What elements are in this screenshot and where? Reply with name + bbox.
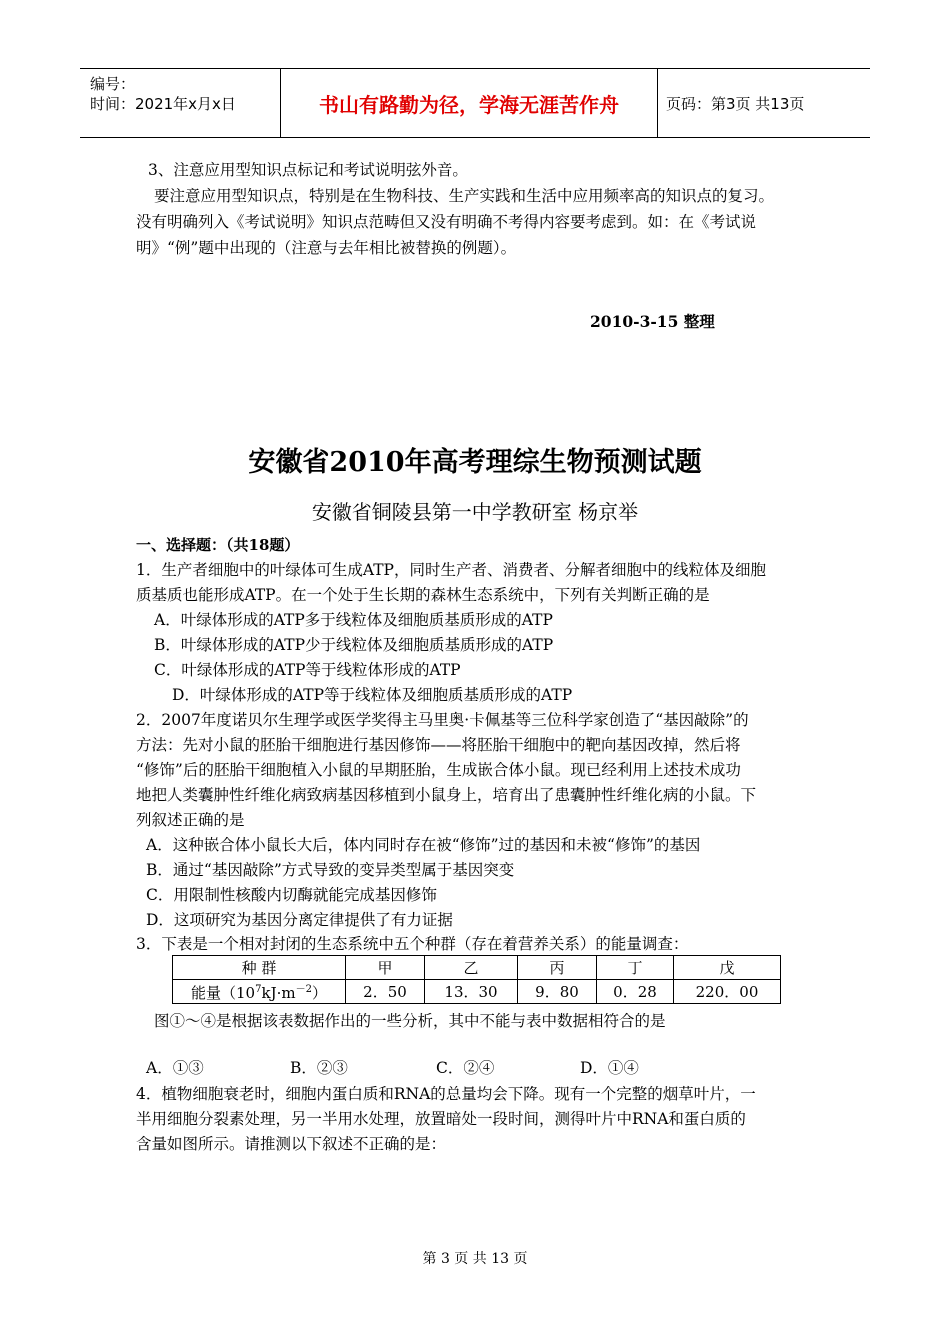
q1-option-a: A．叶绿体形成的ATP多于线粒体及细胞质基质形成的ATP xyxy=(154,611,553,629)
page-header xyxy=(80,68,870,138)
table-header-row xyxy=(173,956,781,980)
note-para-line: 没有明确列入《考试说明》知识点范畴但又没有明确不考得内容要考虑到。如：在《考试说 xyxy=(136,213,757,231)
table-cell: 220．00 xyxy=(674,980,781,1004)
exam-title: 安徽省2010年高考理综生物预测试题 xyxy=(248,447,702,478)
q3-option-a: A．①③ xyxy=(146,1059,204,1077)
q1-option-d: D．叶绿体形成的ATP等于线粒体及细胞质基质形成的ATP xyxy=(172,686,573,704)
table-row xyxy=(173,980,781,1004)
energy-table xyxy=(172,955,781,1004)
table-header-cell: 乙 xyxy=(425,956,518,980)
q3-stem: 3．下表是一个相对封闭的生态系统中五个种群（存在着营养关系）的能量调查： xyxy=(136,935,689,953)
header-meta xyxy=(80,69,280,137)
table-cell: 0．28 xyxy=(597,980,674,1004)
section-heading: 一、选择题：（共18题） xyxy=(136,536,300,554)
q2-option-a: A．这种嵌合体小鼠长大后，体内同时存在被“修饰”过的基因和未被“修饰”的基因 xyxy=(146,836,701,854)
header-number: 编号： xyxy=(90,75,136,93)
table-header-cell: 丙 xyxy=(518,956,597,980)
q3-followup: 图①～④是根据该表数据作出的一些分析，其中不能与表中数据相符合的是 xyxy=(154,1012,666,1030)
exam-subtitle: 安徽省铜陵县第一中学教研室 杨京举 xyxy=(311,500,639,524)
header-time: 时间：2021年x月x日 xyxy=(90,95,236,113)
q2-stem: “修饰”后的胚胎干细胞植入小鼠的早期胚胎，生成嵌合体小鼠。现已经利用上述技术成功 xyxy=(136,761,741,779)
q1-stem: 质基质也能形成ATP。在一个处于生长期的森林生态系统中，下列有关判断正确的是 xyxy=(136,586,710,604)
note-para-line: 明》“例”题中出现的（注意与去年相比被替换的例题）。 xyxy=(136,239,517,257)
q1-option-c: C．叶绿体形成的ATP等于线粒体形成的ATP xyxy=(154,661,461,679)
q3-option-d: D．①④ xyxy=(580,1059,639,1077)
q2-stem: 地把人类囊肿性纤维化病致病基因移植到小鼠身上，培育出了患囊肿性纤维化病的小鼠。下 xyxy=(136,786,757,804)
header-motto: 书山有路勤为径，学海无涯苦作舟 xyxy=(280,69,658,137)
table-header-cell: 种 群 xyxy=(173,956,346,980)
q2-stem: 2．2007年度诺贝尔生理学或医学奖得主马里奥·卡佩基等三位科学家创造了“基因敲除”的 xyxy=(136,711,749,729)
table-cell: 13．30 xyxy=(425,980,518,1004)
q2-option-b: B．通过“基因敲除”方式导致的变异类型属于基因突变 xyxy=(146,861,515,879)
q1-option-b: B．叶绿体形成的ATP少于线粒体及细胞质基质形成的ATP xyxy=(154,636,554,654)
q3-option-b: B．②③ xyxy=(290,1059,348,1077)
note-item-3: 3、注意应用型知识点标记和考试说明弦外音。 xyxy=(148,161,468,179)
page-footer: 第 3 页 共 13 页 xyxy=(422,1251,528,1267)
q4-stem: 半用细胞分裂素处理，另一半用水处理，放置暗处一段时间，测得叶片中RNA和蛋白质的 xyxy=(136,1110,746,1128)
q2-stem: 列叙述正确的是 xyxy=(136,811,245,829)
q2-stem: 方法：先对小鼠的胚胎干细胞进行基因修饰——将胚胎干细胞中的靶向基因改掉，然后将 xyxy=(136,736,741,754)
q3-option-c: C．②④ xyxy=(436,1059,495,1077)
q4-stem: 4．植物细胞衰老时，细胞内蛋白质和RNA的总量均会下降。现有一个完整的烟草叶片，一 xyxy=(136,1085,756,1103)
table-header-cell: 戊 xyxy=(674,956,781,980)
table-header-cell: 丁 xyxy=(597,956,674,980)
note-para-line: 要注意应用型知识点，特别是在生物科技、生产实践和生活中应用频率高的知识点的复习。 xyxy=(154,187,775,205)
q2-option-c: C．用限制性核酸内切酶就能完成基因修饰 xyxy=(146,886,437,904)
table-cell: 2．50 xyxy=(346,980,425,1004)
header-page: 页码：第3页 共13页 xyxy=(666,94,805,113)
q4-stem: 含量如图所示。请推测以下叙述不正确的是： xyxy=(136,1135,447,1153)
table-row-label: 能量$(10^7kJ\cdot m^{-2})$ xyxy=(173,980,346,1004)
q2-option-d: D．这项研究为基因分离定律提供了有力证据 xyxy=(146,911,453,929)
table-cell: 9．80 xyxy=(518,980,597,1004)
date-signature: 2010-3-15 整理 xyxy=(590,312,715,331)
q1-stem: 1．生产者细胞中的叶绿体可生成ATP，同时生产者、消费者、分解者细胞中的线粒体及细胞 xyxy=(136,561,766,579)
table-header-cell: 甲 xyxy=(346,956,425,980)
